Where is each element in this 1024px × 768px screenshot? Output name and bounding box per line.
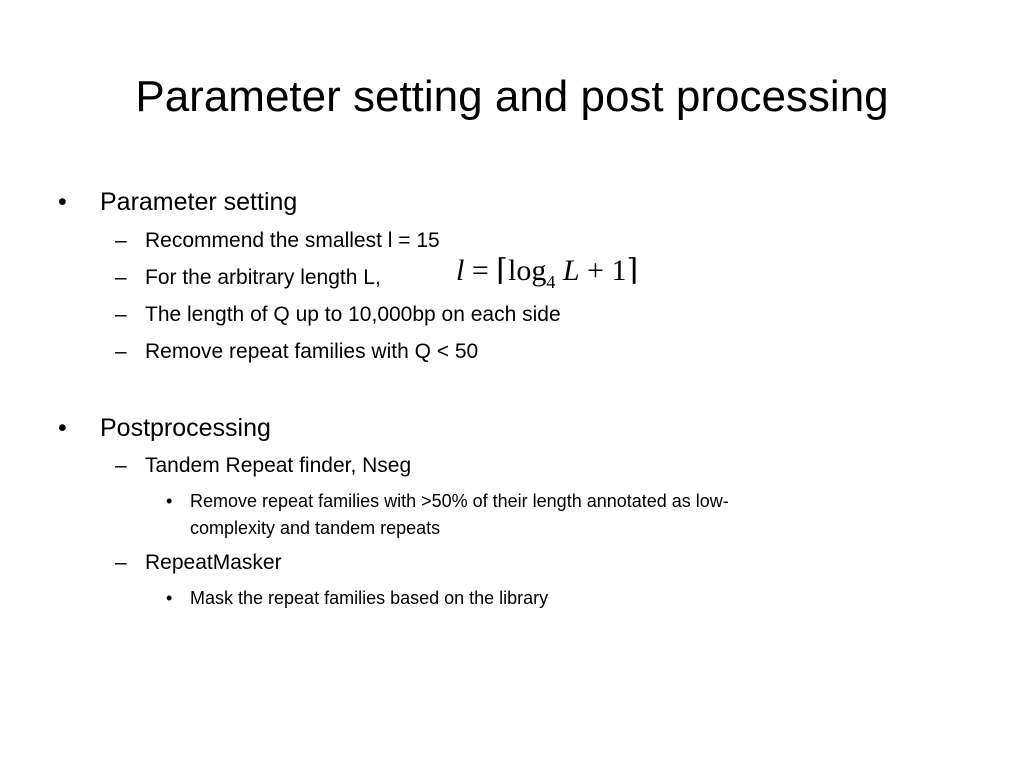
formula-plus: + xyxy=(587,254,604,287)
formula-lhs: l xyxy=(456,254,465,287)
detail-tandem-line2: complexity and tandem repeats xyxy=(190,518,441,538)
formula-rceil: ⌉ xyxy=(626,254,639,287)
dash-marker: – xyxy=(115,454,127,477)
detail-tandem-line1: Remove repeat families with >50% of their length annotated as low- xyxy=(190,491,729,511)
formula-log-length xyxy=(456,252,638,290)
formula-equals: = xyxy=(471,254,489,287)
bullet-marker: • xyxy=(58,414,67,442)
bullet-postprocessing: Postprocessing xyxy=(100,414,271,442)
sub-item-arbitrary-length: For the arbitrary length L, xyxy=(145,266,381,289)
bullet-marker: • xyxy=(58,188,67,216)
sub-item-tandem: Tandem Repeat finder, Nseg xyxy=(145,454,412,477)
sub-item-smallest-l: Recommend the smallest l = 15 xyxy=(145,229,440,252)
formula-lceil: ⌈ xyxy=(496,254,508,287)
sub-item-repeatmasker: RepeatMasker xyxy=(145,551,282,574)
formula-func: log xyxy=(507,254,547,287)
dash-marker: – xyxy=(115,303,127,326)
dash-marker: – xyxy=(115,266,127,289)
detail-repeatmasker: Mask the repeat families based on the library xyxy=(190,588,549,608)
formula-one: 1 xyxy=(611,254,627,287)
dash-marker: – xyxy=(115,551,127,574)
sub-item-remove-q: Remove repeat families with Q < 50 xyxy=(145,340,479,363)
bullet-parameter-setting: Parameter setting xyxy=(100,188,298,216)
small-bullet-marker: • xyxy=(166,588,173,608)
formula-var: L xyxy=(562,254,580,287)
formula-base: 4 xyxy=(546,272,556,290)
sub-item-q-length: The length of Q up to 10,000bp on each side xyxy=(145,303,561,326)
dash-marker: – xyxy=(115,340,127,363)
slide-title: Parameter setting and post processing xyxy=(135,72,889,121)
small-bullet-marker: • xyxy=(166,491,173,511)
dash-marker: – xyxy=(115,229,127,252)
